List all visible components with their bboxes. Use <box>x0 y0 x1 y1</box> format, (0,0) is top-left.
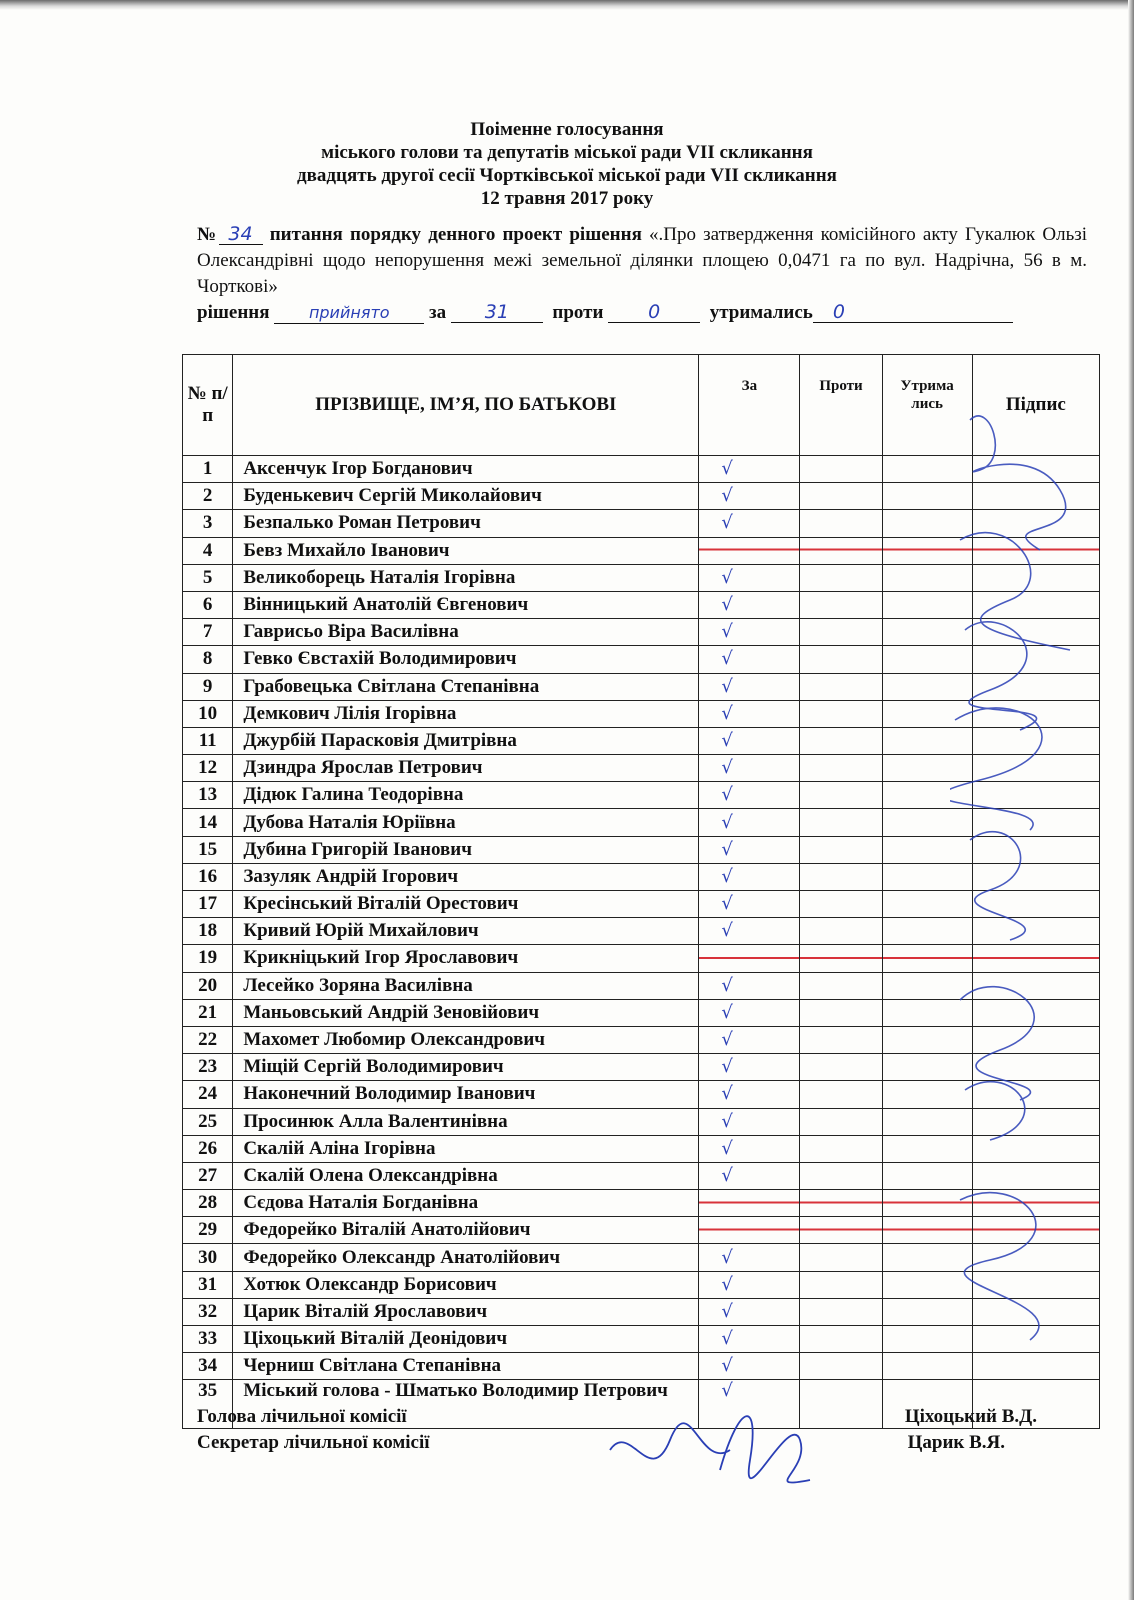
table-row <box>183 1190 1100 1217</box>
row-vote-for: √ <box>699 727 800 754</box>
row-signature <box>972 727 1099 754</box>
row-vote-abstain <box>882 1081 972 1108</box>
table-header-row <box>183 355 1100 456</box>
secretary-label: Секретар лічильної комісії <box>197 1432 430 1453</box>
row-vote-abstain <box>882 646 972 673</box>
row-signature <box>972 700 1099 727</box>
row-vote-against <box>800 891 882 918</box>
row-signature <box>972 483 1099 510</box>
row-vote-abstain <box>882 918 972 945</box>
table-row <box>183 809 1100 836</box>
row-vote-abstain <box>882 1026 972 1053</box>
row-number: 10 <box>183 700 233 727</box>
row-number: 29 <box>183 1217 233 1244</box>
table-row <box>183 945 1100 972</box>
table-row <box>183 456 1100 483</box>
row-vote-for: √ <box>699 1135 800 1162</box>
row-vote-against <box>800 863 882 890</box>
row-number: 31 <box>183 1271 233 1298</box>
decision-value: прийнято <box>274 303 424 324</box>
row-number: 21 <box>183 999 233 1026</box>
roll-call-table <box>182 354 1100 1429</box>
row-vote-against <box>800 564 882 591</box>
table-row <box>183 483 1100 510</box>
secretary-name: Царик В.Я. <box>907 1432 1005 1453</box>
table-row <box>183 673 1100 700</box>
row-signature <box>972 564 1099 591</box>
table-row <box>183 564 1100 591</box>
row-vote-against <box>800 999 882 1026</box>
row-vote-abstain <box>882 510 972 537</box>
row-name: Кресінський Віталій Орестович <box>233 891 699 918</box>
row-signature <box>972 999 1099 1026</box>
row-vote-against <box>800 1244 882 1271</box>
row-vote-against <box>800 1217 882 1244</box>
row-signature <box>972 1081 1099 1108</box>
row-name: Міщій Сергій Володимирович <box>233 1054 699 1081</box>
chair-row <box>197 1404 1037 1430</box>
agenda-item <box>197 222 1087 300</box>
row-number: 33 <box>183 1326 233 1353</box>
row-number: 8 <box>183 646 233 673</box>
row-name: Гаврисьо Віра Василівна <box>233 619 699 646</box>
row-signature <box>972 782 1099 809</box>
row-number: 16 <box>183 863 233 890</box>
row-number: 12 <box>183 755 233 782</box>
row-vote-against <box>800 1054 882 1081</box>
row-vote-abstain <box>882 1108 972 1135</box>
chair-label: Голова лічильної комісії <box>197 1406 407 1427</box>
row-signature <box>972 1054 1099 1081</box>
row-name: Джурбій Парасковія Дмитрівна <box>233 727 699 754</box>
row-vote-abstain <box>882 863 972 890</box>
abstain-value: 0 <box>813 302 1013 323</box>
row-number: 15 <box>183 836 233 863</box>
row-vote-for <box>699 945 800 972</box>
row-vote-against <box>800 972 882 999</box>
row-number: 35 <box>183 1380 233 1429</box>
row-vote-abstain <box>882 1271 972 1298</box>
table-row <box>183 755 1100 782</box>
row-signature <box>972 1244 1099 1271</box>
row-vote-against <box>800 591 882 618</box>
table-row <box>183 999 1100 1026</box>
row-signature <box>972 1326 1099 1353</box>
row-vote-against <box>800 1135 882 1162</box>
row-vote-abstain <box>882 755 972 782</box>
row-signature <box>972 673 1099 700</box>
row-number: 22 <box>183 1026 233 1053</box>
row-vote-for: √ <box>699 863 800 890</box>
agenda-label: питання порядку денного проект рішення <box>269 224 642 245</box>
row-vote-against <box>800 755 882 782</box>
table-row <box>183 1081 1100 1108</box>
row-name: Кривий Юрій Михайлович <box>233 918 699 945</box>
row-vote-abstain <box>882 700 972 727</box>
row-vote-for: √ <box>699 1380 800 1429</box>
agenda-number: 34 <box>219 224 263 245</box>
row-vote-for: √ <box>699 1298 800 1325</box>
row-vote-abstain <box>882 945 972 972</box>
row-number: 7 <box>183 619 233 646</box>
row-vote-against <box>800 646 882 673</box>
row-vote-for: √ <box>699 700 800 727</box>
row-number: 11 <box>183 727 233 754</box>
row-signature <box>972 1026 1099 1053</box>
table-row <box>183 863 1100 890</box>
row-name: Просинюк Алла Валентинівна <box>233 1108 699 1135</box>
row-number: 5 <box>183 564 233 591</box>
row-vote-against <box>800 1271 882 1298</box>
table-row <box>183 972 1100 999</box>
table-row <box>183 1162 1100 1189</box>
row-vote-abstain <box>882 456 972 483</box>
against-value: 0 <box>608 302 700 323</box>
header-abstain: Утрима лись <box>882 355 972 456</box>
row-number: 34 <box>183 1353 233 1380</box>
row-name: Крикніцький Ігор Ярославович <box>233 945 699 972</box>
row-name: Федорейко Віталій Анатолійович <box>233 1217 699 1244</box>
row-number: 26 <box>183 1135 233 1162</box>
row-name: Царик Віталій Ярославович <box>233 1298 699 1325</box>
row-name: Хотюк Олександр Борисович <box>233 1271 699 1298</box>
row-name: Зазуляк Андрій Ігорович <box>233 863 699 890</box>
row-name: Буденькевич Сергій Миколайович <box>233 483 699 510</box>
row-vote-abstain <box>882 836 972 863</box>
row-vote-for: √ <box>699 999 800 1026</box>
row-vote-abstain <box>882 619 972 646</box>
row-number: 25 <box>183 1108 233 1135</box>
row-signature <box>972 1135 1099 1162</box>
table-row <box>183 782 1100 809</box>
row-name: Дідюк Галина Теодорівна <box>233 782 699 809</box>
table-row <box>183 646 1100 673</box>
row-signature <box>972 1217 1099 1244</box>
row-vote-for <box>699 1217 800 1244</box>
row-vote-for: √ <box>699 1026 800 1053</box>
row-vote-for <box>699 537 800 564</box>
against-label: проти <box>552 302 604 323</box>
row-number: 4 <box>183 537 233 564</box>
row-vote-against <box>800 483 882 510</box>
row-vote-against <box>800 456 882 483</box>
row-vote-against <box>800 836 882 863</box>
row-number: 20 <box>183 972 233 999</box>
row-name: Великоборець Наталія Ігорівна <box>233 564 699 591</box>
for-value: 31 <box>451 302 543 323</box>
row-name: Дубова Наталія Юріївна <box>233 809 699 836</box>
row-number: 1 <box>183 456 233 483</box>
row-vote-for: √ <box>699 591 800 618</box>
row-number: 24 <box>183 1081 233 1108</box>
row-signature <box>972 510 1099 537</box>
row-signature <box>972 836 1099 863</box>
row-vote-for: √ <box>699 755 800 782</box>
table-row <box>183 1108 1100 1135</box>
row-vote-against <box>800 700 882 727</box>
row-vote-for: √ <box>699 619 800 646</box>
row-vote-for: √ <box>699 646 800 673</box>
row-vote-against <box>800 1026 882 1053</box>
row-name: Махомет Любомир Олександрович <box>233 1026 699 1053</box>
row-name: Дубина Григорій Іванович <box>233 836 699 863</box>
row-vote-for: √ <box>699 782 800 809</box>
scan-edge-top <box>0 0 1134 10</box>
row-name: Черниш Світлана Степанівна <box>233 1353 699 1380</box>
row-vote-abstain <box>882 564 972 591</box>
row-vote-for: √ <box>699 972 800 999</box>
row-vote-for: √ <box>699 564 800 591</box>
row-number: 2 <box>183 483 233 510</box>
row-name: Скалій Олена Олександрівна <box>233 1162 699 1189</box>
table-row <box>183 1135 1100 1162</box>
row-vote-against <box>800 1108 882 1135</box>
row-name: Міський голова - Шматько Володимир Петрович <box>233 1380 699 1429</box>
row-vote-for: √ <box>699 1081 800 1108</box>
row-vote-against <box>800 537 882 564</box>
row-vote-for: √ <box>699 456 800 483</box>
header-num: № п/п <box>183 355 233 456</box>
row-number: 18 <box>183 918 233 945</box>
row-vote-against <box>800 1353 882 1380</box>
row-number: 17 <box>183 891 233 918</box>
row-vote-for: √ <box>699 891 800 918</box>
row-vote-abstain <box>882 809 972 836</box>
row-number: 3 <box>183 510 233 537</box>
row-vote-for: √ <box>699 1244 800 1271</box>
secretary-row <box>197 1430 1037 1456</box>
table-row <box>183 591 1100 618</box>
chair-name: Ціхоцький В.Д. <box>904 1406 1037 1427</box>
abstain-label: утримались <box>709 302 813 323</box>
row-vote-abstain <box>882 727 972 754</box>
table-row <box>183 891 1100 918</box>
row-signature <box>972 619 1099 646</box>
table-row <box>183 1271 1100 1298</box>
row-signature <box>972 918 1099 945</box>
row-vote-against <box>800 510 882 537</box>
row-vote-abstain <box>882 1353 972 1380</box>
row-name: Демкович Лілія Ігорівна <box>233 700 699 727</box>
row-vote-against <box>800 782 882 809</box>
header-subtitle: міського голови та депутатів міської ради VII скликання <box>321 142 813 163</box>
document-header <box>0 118 1134 210</box>
row-number: 13 <box>183 782 233 809</box>
row-signature <box>972 945 1099 972</box>
row-vote-abstain <box>882 972 972 999</box>
scan-edge-right <box>1128 0 1134 1600</box>
row-number: 28 <box>183 1190 233 1217</box>
roll-call-body <box>183 456 1100 1429</box>
row-name: Маньовський Андрій Зеновійович <box>233 999 699 1026</box>
row-vote-abstain <box>882 1244 972 1271</box>
row-name: Скалій Аліна Ігорівна <box>233 1135 699 1162</box>
row-vote-against <box>800 809 882 836</box>
row-name: Лесейко Зоряна Василівна <box>233 972 699 999</box>
row-vote-against <box>800 1081 882 1108</box>
row-signature <box>972 891 1099 918</box>
header-name: ПРІЗВИЩЕ, ІМ’Я, ПО БАТЬКОВІ <box>233 355 699 456</box>
row-number: 9 <box>183 673 233 700</box>
row-vote-for: √ <box>699 510 800 537</box>
decision-line <box>197 302 1087 324</box>
row-name: Ціхоцький Віталій Деонідович <box>233 1326 699 1353</box>
row-vote-abstain <box>882 1326 972 1353</box>
table-row <box>183 836 1100 863</box>
row-name: Вінницький Анатолій Євгенович <box>233 591 699 618</box>
row-vote-abstain <box>882 1298 972 1325</box>
row-name: Федорейко Олександр Анатолійович <box>233 1244 699 1271</box>
table-row <box>183 1026 1100 1053</box>
row-vote-abstain <box>882 1054 972 1081</box>
row-name: Гевко Євстахій Володимирович <box>233 646 699 673</box>
row-signature <box>972 1108 1099 1135</box>
table-row <box>183 1244 1100 1271</box>
row-signature <box>972 591 1099 618</box>
row-vote-against <box>800 1298 882 1325</box>
header-session: двадцять другої сесії Чортківської міської ради VII скликання <box>297 165 837 186</box>
row-signature <box>972 755 1099 782</box>
row-vote-for: √ <box>699 836 800 863</box>
row-number: 32 <box>183 1298 233 1325</box>
row-name: Дзиндра Ярослав Петрович <box>233 755 699 782</box>
row-name: Сєдова Наталія Богданівна <box>233 1190 699 1217</box>
row-signature <box>972 537 1099 564</box>
row-vote-against <box>800 619 882 646</box>
row-vote-abstain <box>882 1162 972 1189</box>
row-signature <box>972 1353 1099 1380</box>
table-row <box>183 1353 1100 1380</box>
table-row <box>183 537 1100 564</box>
table-row <box>183 918 1100 945</box>
row-vote-for: √ <box>699 809 800 836</box>
row-vote-for: √ <box>699 1353 800 1380</box>
row-vote-abstain <box>882 782 972 809</box>
row-vote-abstain <box>882 483 972 510</box>
row-vote-for: √ <box>699 1326 800 1353</box>
row-vote-abstain <box>882 1190 972 1217</box>
row-vote-against <box>800 1162 882 1189</box>
header-title: Поіменне голосування <box>470 119 664 140</box>
row-signature <box>972 863 1099 890</box>
footer <box>197 1404 1037 1456</box>
header-date: 12 травня 2017 року <box>480 188 654 209</box>
table-row <box>183 727 1100 754</box>
table-row <box>183 700 1100 727</box>
table-row <box>183 1217 1100 1244</box>
row-number: 30 <box>183 1244 233 1271</box>
row-vote-for: √ <box>699 1054 800 1081</box>
row-number: 6 <box>183 591 233 618</box>
header-signature: Підпис <box>972 355 1099 456</box>
row-vote-for: √ <box>699 673 800 700</box>
row-signature <box>972 972 1099 999</box>
row-vote-abstain <box>882 999 972 1026</box>
row-vote-abstain <box>882 891 972 918</box>
row-vote-abstain <box>882 1217 972 1244</box>
table-row <box>183 1054 1100 1081</box>
row-number: 19 <box>183 945 233 972</box>
row-signature <box>972 1190 1099 1217</box>
row-vote-for: √ <box>699 1108 800 1135</box>
row-vote-for: √ <box>699 1271 800 1298</box>
row-vote-against <box>800 1326 882 1353</box>
row-signature <box>972 1162 1099 1189</box>
header-against: Проти <box>800 355 882 456</box>
row-signature <box>972 456 1099 483</box>
row-signature <box>972 1271 1099 1298</box>
row-vote-abstain <box>882 673 972 700</box>
row-number: 14 <box>183 809 233 836</box>
row-signature <box>972 1298 1099 1325</box>
row-signature <box>972 809 1099 836</box>
row-vote-abstain <box>882 591 972 618</box>
agenda-number-prefix: № <box>197 224 219 245</box>
row-vote-abstain <box>882 537 972 564</box>
agenda-text: «.Про затвердження комісійного акту Гукалюк Ользі Олександрівні щодо непорушення межі земельної ділянки площею 0,0471 га по вул. Надрічна, 56 в м. Чорткові» <box>197 224 1088 297</box>
row-vote-against <box>800 1190 882 1217</box>
header-for: За <box>699 355 800 456</box>
row-vote-for: √ <box>699 1162 800 1189</box>
row-vote-against <box>800 727 882 754</box>
row-name: Аксенчук Ігор Богданович <box>233 456 699 483</box>
row-vote-against <box>800 918 882 945</box>
row-signature <box>972 646 1099 673</box>
row-name: Грабовецька Світлана Степанівна <box>233 673 699 700</box>
row-number: 23 <box>183 1054 233 1081</box>
table-row <box>183 1326 1100 1353</box>
table-row <box>183 510 1100 537</box>
row-vote-for <box>699 1190 800 1217</box>
decision-label: рішення <box>197 302 270 323</box>
row-vote-against <box>800 945 882 972</box>
for-label: за <box>429 302 447 323</box>
row-vote-for: √ <box>699 918 800 945</box>
row-vote-for: √ <box>699 483 800 510</box>
row-vote-abstain <box>882 1135 972 1162</box>
row-name: Бевз Михайло Іванович <box>233 537 699 564</box>
table-row <box>183 1298 1100 1325</box>
row-vote-against <box>800 673 882 700</box>
row-name: Безпалько Роман Петрович <box>233 510 699 537</box>
table-row <box>183 619 1100 646</box>
row-number: 27 <box>183 1162 233 1189</box>
row-name: Наконечний Володимир Іванович <box>233 1081 699 1108</box>
